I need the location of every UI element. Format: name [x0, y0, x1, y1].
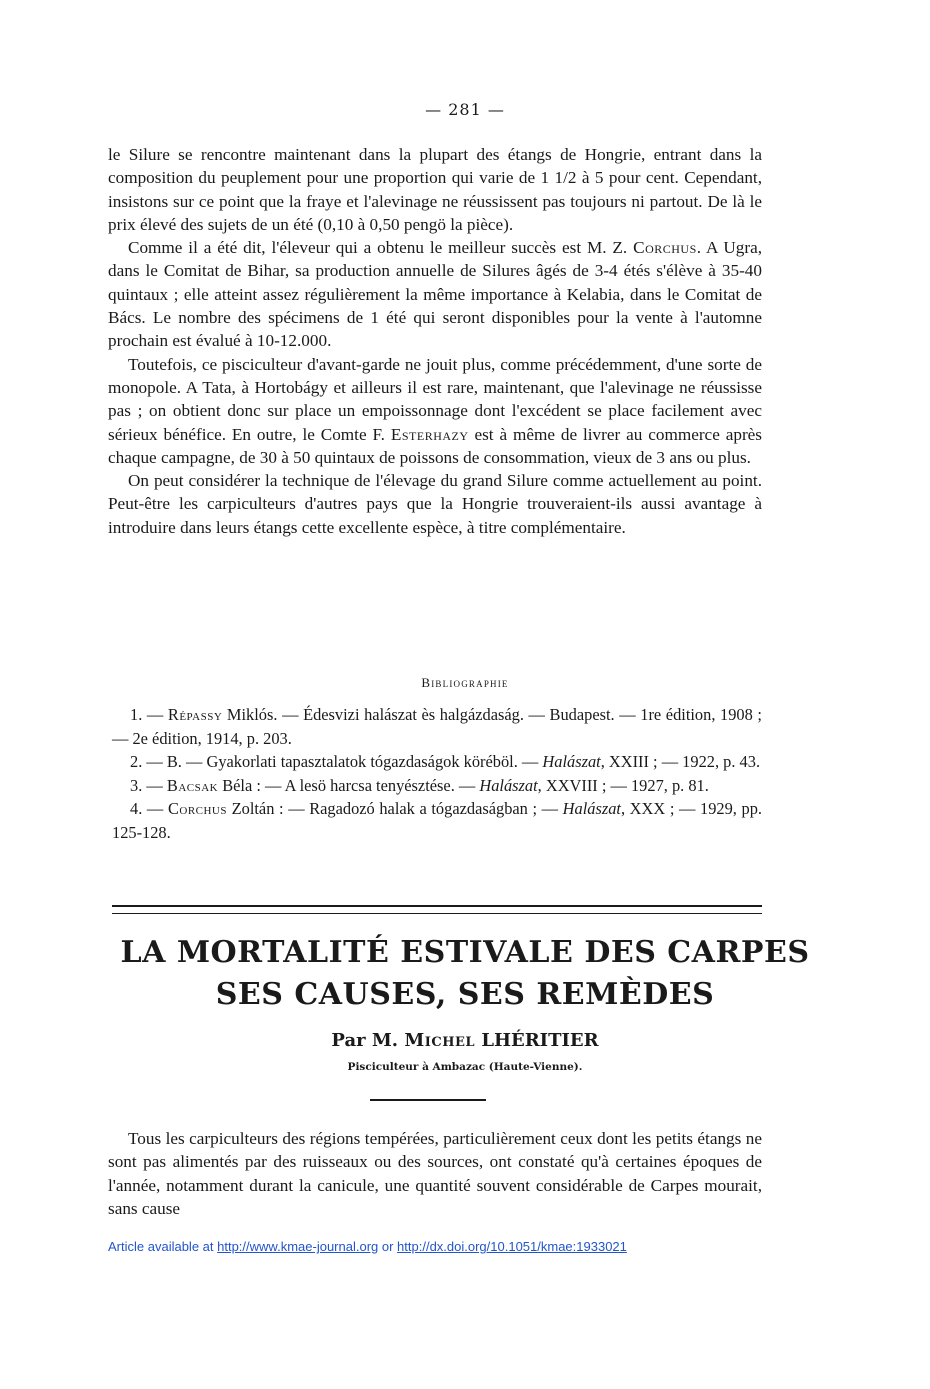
bibliography-entry — [112, 774, 762, 798]
bibliography-entry — [112, 797, 762, 844]
paragraph-2-rest: . A Ugra, dans le Comitat de Bihar, sa production annuelle de Silures âgés de 3-4 étés s'élève à 35-40 quintaux ; elle atteint assez régulièrement la même importance à Kelabia, dans le Comitat de Bács. Le nombre des spécimens de 1 été qui seront disponibles pour la vente à l'automne prochain est évalué à 10-12.000. — [108, 238, 763, 351]
paragraph-2 — [108, 236, 762, 352]
paragraph-2-start: Comme il a été dit, l'éleveur qui a obtenu le meilleur succès est M. Z. — [128, 238, 628, 258]
author-affiliation: Pisciculteur à Ambazac (Haute-Vienne). — [347, 1061, 583, 1073]
footer-prefix: Article available at — [108, 1239, 218, 1254]
bibliography-entry — [112, 703, 762, 750]
entry-author: Répassy — [167, 705, 223, 724]
doi-link[interactable]: http://dx.doi.org/10.1051/kmae:1933021 — [397, 1239, 627, 1254]
body-text — [108, 143, 762, 539]
entry-number: 1. — — [130, 705, 168, 724]
person-name-corchus: Corchus — [633, 238, 697, 258]
author-first-name: Michel — [404, 1030, 476, 1051]
paragraph-3-start: Toutefois, ce pisciculteur d'avant-garde ne jouit plus, comme précédemment, d'une sorte de monopole. A Tata, à Hortobágy et ailleurs il est rare, maintenant, que l'alevinage ne réussisse pas ; on obtient donc sur place un empoissonnage dont l'excédent se place facilement avec sérieux bénéfice. En outre, le Comte F. — [108, 354, 762, 444]
entry-text: Béla : — A lesö harcsa tenyésztése. — — [218, 775, 480, 795]
article-body — [108, 1127, 762, 1220]
article-title-line-2: SES CAUSES, SES REMÈDES — [215, 977, 715, 1012]
article-title — [0, 932, 930, 1016]
paragraph-4: On peut considérer la technique de l'élevage du grand Silure comme actuellement au point. Peut-être les carpiculteurs d'autres pays que la Hongrie trouveraient-ils aussi avantage à introduire dans leurs étangs cette excellente espèce, à titre complémentaire. — [108, 471, 762, 537]
author-last-name: LHÉRITIER — [481, 1030, 599, 1051]
paragraph-1: le Silure se rencontre maintenant dans la plupart des étangs de Hongrie, entrant dans la composition du peuplement pour une proportion qui varie de 1 1/2 à 5 pour cent. Cependant, insistons sur ce point que la fraye et l'alevinage ne réussissent pas toujours ni partout. De là le prix élevé des sujets de un été (0,10 à 0,50 pengö la pièce). — [108, 145, 762, 234]
section-divider — [112, 905, 762, 914]
entry-author: Bacsak — [166, 775, 219, 795]
page-number: — 281 — — [425, 100, 505, 119]
article-author — [0, 1030, 930, 1051]
article-footer — [108, 1239, 627, 1254]
entry-text: Miklós. — Édesvizi halászat ès halgázdaság. — Budapest. — 1re édition, 1908 ; — 2e édition, 1914, p. 203. — [112, 705, 762, 748]
bibliography-list — [112, 703, 762, 844]
entry-text-tail: , XXX ; — 1929, pp. 125-128. — [112, 799, 762, 842]
entry-number: 2. — B. — — [130, 752, 207, 771]
title-divider — [370, 1099, 486, 1101]
bibliography-heading: Bibliographie — [421, 675, 509, 690]
paragraph-3-rest: est à même de livrer au commerce après chaque campagne, de 30 à 50 quintaux de poissons de consommation, vieux de 3 ans ou plus. — [108, 424, 762, 467]
entry-number: 3. — — [130, 775, 167, 795]
entry-text-tail: , XXVIII ; — 1927, p. 81. — [537, 775, 709, 795]
article-intro-paragraph: Tous les carpiculteurs des régions tempérées, particulièrement ceux dont les petits étangs ne sont pas alimentés par des ruisseaux ou des sources, ont constaté qu'à certaines époques de l'année, notamment durant la canicule, une quantité souvent considérable de Carpes mourait, sans cause — [108, 1129, 762, 1218]
entry-text: Zoltán : — Ragadozó halak a tógazdaságban ; — — [227, 799, 563, 818]
bibliography-entry — [112, 750, 762, 774]
entry-journal: Halászat — [479, 775, 538, 795]
entry-text: Gyakorlati tapasztalatok tógazdaságok köréböl. — — [206, 752, 543, 771]
footer-separator: or — [378, 1239, 398, 1254]
author-prefix: Par M. — [331, 1030, 399, 1051]
paragraph-3 — [108, 353, 762, 469]
entry-journal: Halászat — [542, 752, 601, 771]
journal-link[interactable]: http://www.kmae-journal.org — [217, 1239, 379, 1254]
entry-text-tail: , XXIII ; — 1922, p. 43. — [600, 752, 761, 771]
entry-author: Corchus — [167, 799, 227, 818]
article-title-line-1: LA MORTALITÉ ESTIVALE DES CARPES — [120, 935, 810, 970]
entry-journal: Halászat — [562, 799, 621, 818]
person-name-esterhazy: Esterhazy — [390, 424, 469, 444]
entry-number: 4. — — [130, 799, 168, 818]
